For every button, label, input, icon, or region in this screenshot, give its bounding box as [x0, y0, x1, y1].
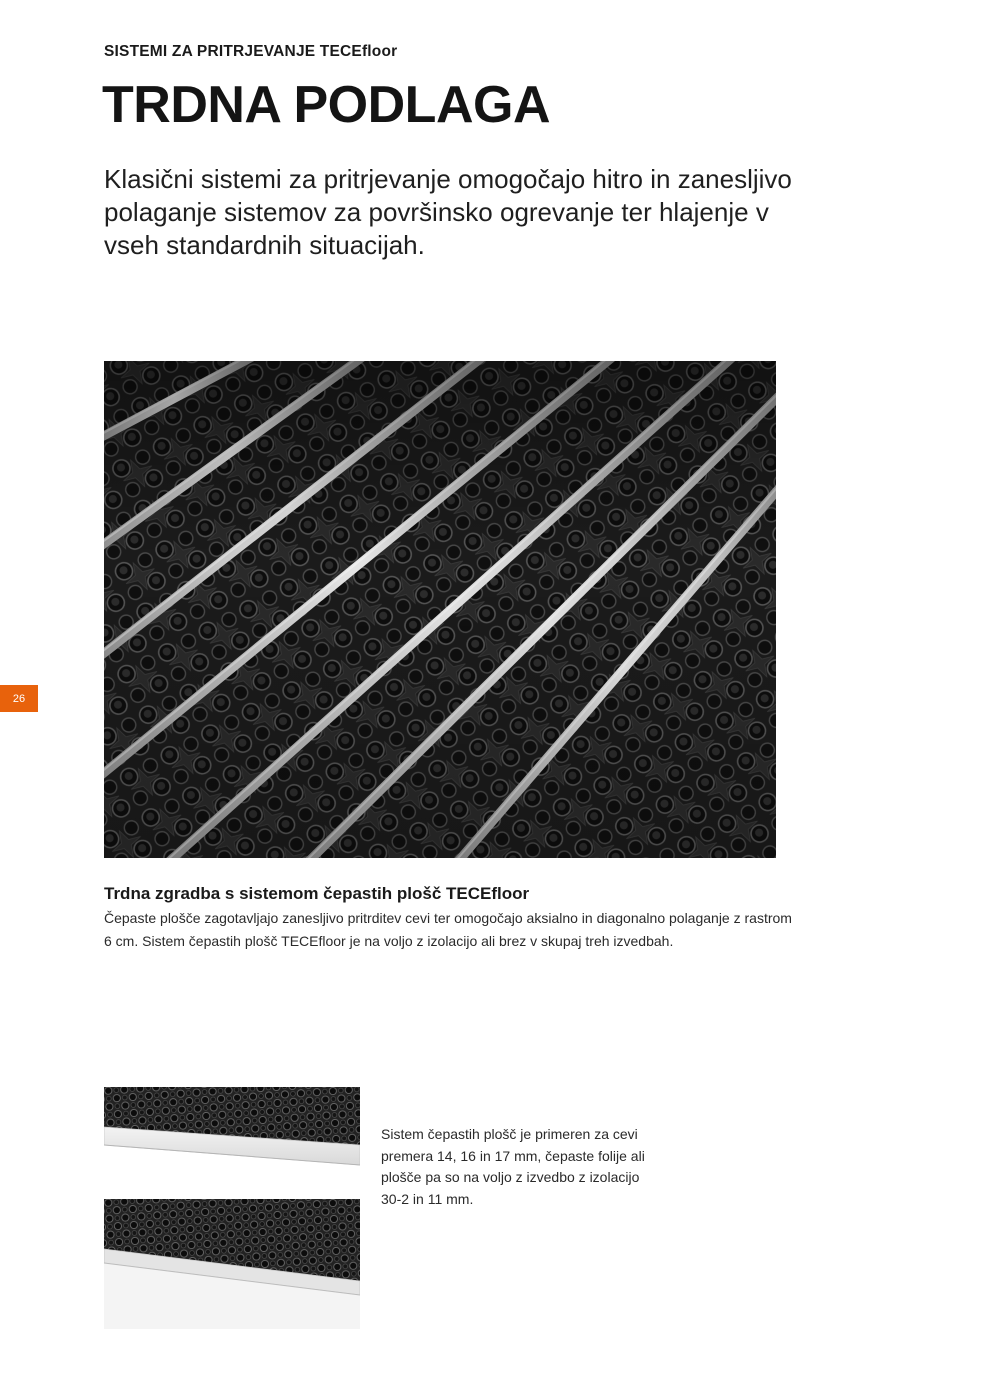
figure-caption-title: Trdna zgradba s sistemom čepastih plošč TECEfloor	[104, 884, 530, 903]
hero-photo-studded-panels	[104, 361, 776, 858]
panel-side-view-b	[104, 1199, 360, 1329]
side-note-text: Sistem čepastih plošč je primeren za cevi premera 14, 16 in 17 mm, čepaste folije ali plošče pa so na voljo z izvedbo z izolacijo 30-2 in 11 mm.	[381, 1126, 645, 1207]
page-number: 26	[12, 692, 26, 705]
section-kicker: SISTEMI ZA PRITRJEVANJE TECEfloor	[104, 43, 398, 60]
studded-panel-illustration	[104, 361, 776, 858]
figure-caption-text: Čepaste plošče zagotavljajo zanesljivo pritrditev cevi ter omogočajo aksialno in diagonalno polaganje z rastrom 6 cm. Sistem čepastih plošč TECEfloor je na voljo z izolacijo ali brez v skupaj treh izvedbah.	[104, 910, 792, 949]
page-title: TRDNA PODLAGA	[102, 76, 550, 134]
panel-photo-thin-insulation	[104, 1199, 360, 1329]
page-number-tab	[0, 685, 38, 712]
lead-paragraph: Klasični sistemi za pritrjevanje omogočajo hitro in zanesljivo polaganje sistemov za površinsko ogrevanje ter hlajenje v vseh standardnih situacijah.	[104, 164, 792, 260]
panel-photo-with-insulation	[104, 1087, 360, 1179]
panel-side-view-a	[104, 1087, 360, 1179]
